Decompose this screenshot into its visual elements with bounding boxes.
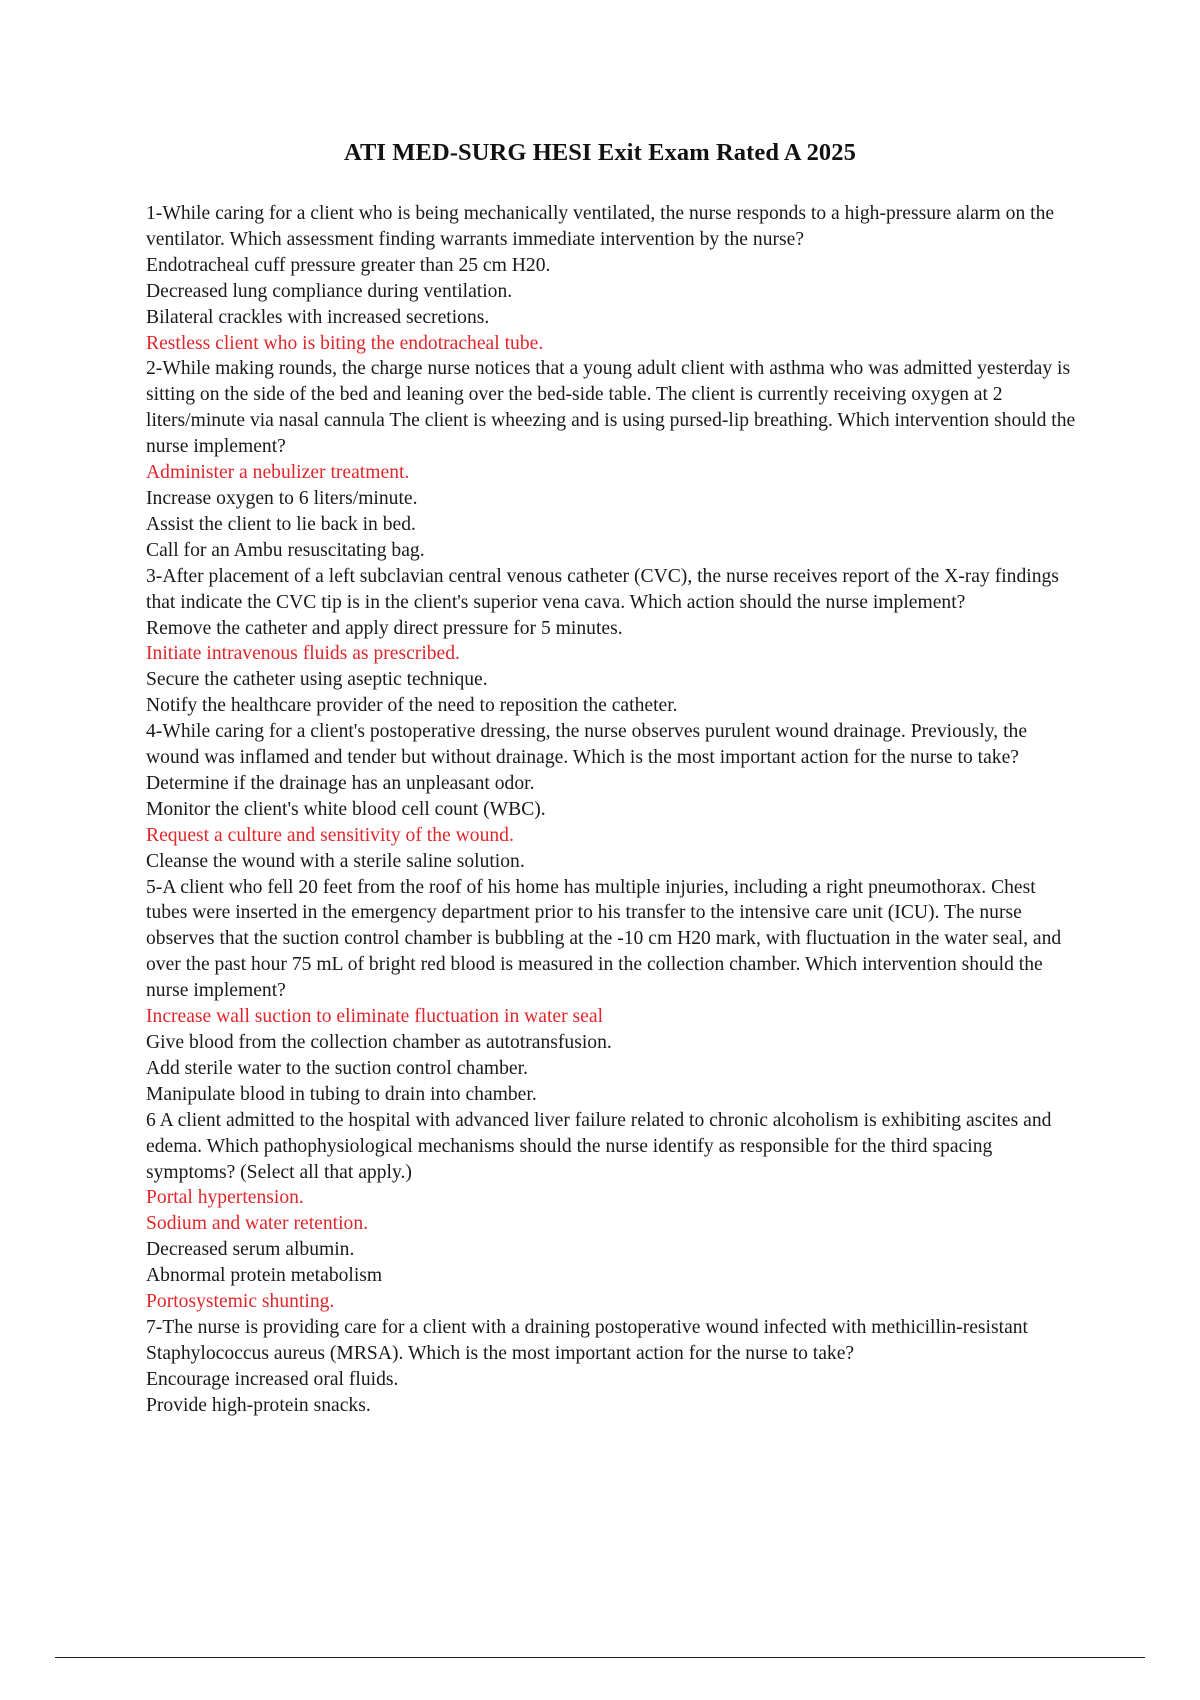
answer-option-correct: Initiate intravenous fluids as prescribed. bbox=[146, 643, 460, 665]
answer-option: Manipulate blood in tubing to drain into chamber. bbox=[146, 1083, 537, 1105]
answer-option: Encourage increased oral fluids. bbox=[146, 1368, 399, 1390]
answer-option-correct: Administer a nebulizer treatment. bbox=[146, 462, 410, 484]
question-block bbox=[146, 875, 1081, 1108]
answer-option: Call for an Ambu resuscitating bag. bbox=[146, 539, 425, 561]
answer-option-correct: Portal hypertension. bbox=[146, 1187, 304, 1209]
page-footer-rule bbox=[55, 1657, 1145, 1658]
answer-option: Endotracheal cuff pressure greater than 25 cm H20. bbox=[146, 254, 551, 276]
answer-option: Give blood from the collection chamber as autotransfusion. bbox=[146, 1032, 612, 1053]
answer-option-correct: Request a culture and sensitivity of the wound. bbox=[146, 824, 514, 846]
answer-option: Increase oxygen to 6 liters/minute. bbox=[146, 487, 418, 509]
answer-option-correct: Increase wall suction to eliminate fluctuation in water seal bbox=[146, 1006, 604, 1028]
answer-option: Assist the client to lie back in bed. bbox=[146, 513, 416, 535]
question-text: 5-A client who fell 20 feet from the roof of his home has multiple injuries, including a right pneumothorax. Chest tubes were inserted in the emergency department prior to his transfer to the intensive care unit (ICU). The nurse observes that the suction control chamber is bubbling at the -10 cm H20 mark, with fluctuation in the water seal, and over the past hour 75 mL of bright red blood is measured in the collection chamber. Which intervention should the nurse implement? bbox=[146, 876, 1062, 1002]
answer-option: Decreased serum albumin. bbox=[146, 1239, 355, 1261]
answer-option: Secure the catheter using aseptic technique. bbox=[146, 669, 488, 691]
answer-option: Remove the catheter and apply direct pressure for 5 minutes. bbox=[146, 617, 623, 639]
question-text: 2-While making rounds, the charge nurse notices that a young adult client with asthma who was admitted yesterday is sitting on the side of the bed and leaning over the bed-side table. The client is currently receiving oxygen at 2 liters/minute via nasal cannula The client is wheezing and is using pursed-lip breathing. Which intervention should the nurse implement? bbox=[146, 358, 1076, 458]
question-block bbox=[146, 719, 1081, 874]
answer-option: Monitor the client's white blood cell count (WBC). bbox=[146, 798, 546, 820]
question-text: 7-The nurse is providing care for a client with a draining postoperative wound infected with methicillin-resistant Staphylococcus aureus (MRSA). Which is the most important action for the nurse to take? bbox=[146, 1316, 1029, 1364]
question-block bbox=[146, 356, 1081, 563]
answer-option-correct: Sodium and water retention. bbox=[146, 1213, 369, 1235]
answer-option-correct: Restless client who is biting the endotracheal tube. bbox=[146, 332, 544, 354]
answer-option: Decreased lung compliance during ventilation. bbox=[146, 280, 513, 302]
question-text: 3-After placement of a left subclavian central venous catheter (CVC), the nurse receives report of the X-ray findings that indicate the CVC tip is in the client's superior vena cava. Which action should the nurse implement? bbox=[146, 565, 1059, 613]
answer-option: Determine if the drainage has an unpleasant odor. bbox=[146, 772, 535, 794]
answer-option: Provide high-protein snacks. bbox=[146, 1394, 371, 1416]
question-text: 1-While caring for a client who is being mechanically ventilated, the nurse responds to a high-pressure alarm on the ventilator. Which assessment finding warrants immediate intervention by the nurse? bbox=[146, 203, 1055, 250]
answer-option: Abnormal protein metabolism bbox=[146, 1265, 383, 1287]
question-list bbox=[146, 201, 1081, 1419]
document-title: ATI MED-SURG HESI Exit Exam Rated A 2025 bbox=[344, 139, 856, 166]
question-block bbox=[146, 1315, 1081, 1419]
answer-option: Cleanse the wound with a sterile saline solution. bbox=[146, 850, 525, 872]
answer-option: Add sterile water to the suction control chamber. bbox=[146, 1057, 528, 1079]
answer-option: Bilateral crackles with increased secretions. bbox=[146, 306, 490, 328]
question-block bbox=[146, 1108, 1081, 1315]
question-text: 4-While caring for a client's postoperative dressing, the nurse observes purulent wound drainage. Previously, the wound was inflamed and tender but without drainage. Which is the most important action for the nurse to take? bbox=[146, 721, 1028, 769]
answer-option: Notify the healthcare provider of the need to reposition the catheter. bbox=[146, 695, 678, 717]
question-block bbox=[146, 564, 1081, 719]
question-text: 6 A client admitted to the hospital with advanced liver failure related to chronic alcoholism is exhibiting ascites and edema. Which pathophysiological mechanisms should the nurse identify as responsible for the third spacing symptoms? (Select all that apply.) bbox=[146, 1109, 1052, 1183]
question-block bbox=[146, 201, 1081, 356]
answer-option-correct: Portosystemic shunting. bbox=[146, 1291, 335, 1313]
